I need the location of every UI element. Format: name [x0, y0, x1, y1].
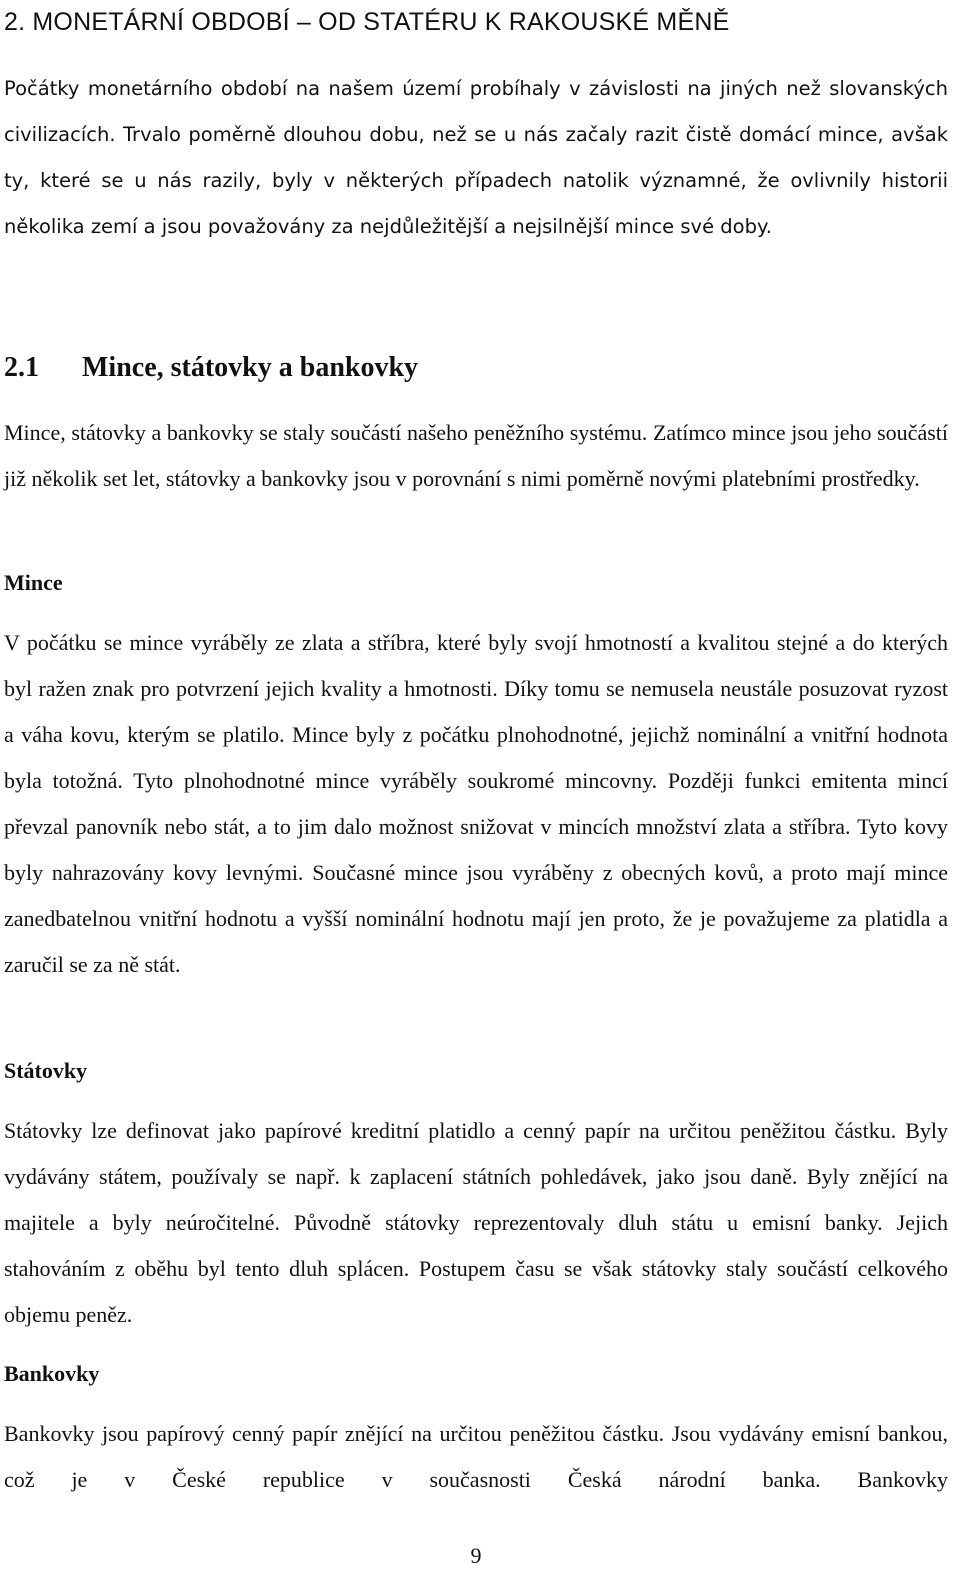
- paragraph-mince: V počátku se mince vyráběly ze zlata a stříbra, které byly svojí hmotností a kvalitou stejné a do kterých byl ražen znak pro potvrzení jejich kvality a hmotnosti. Díky tomu se nemusela neustále posuzovat ryzost a váha kovu, kterým se platilo. Mince byly z počátku plnohodnotné, jejichž nominální a vnitřní hodnota byla totožná. Tyto plnohodnotné mince vyráběly soukromé mincovny. Později funkci emitenta mincí převzal panovník nebo stát, a to jim dalo možnost snižovat v mincích množství zlata a stříbra. Tyto kovy byly nahrazovány kovy levnými. Současné mince jsou vyráběny z obecných kovů, a proto mají mince zanedbatelnou vnitřní hodnotu a vyšší nominální hodnotu mají jen proto, že je považujeme za platidla a zaručil se za ně stát.: [4, 630, 948, 977]
- chapter-intro-paragraph: Počátky monetárního období na našem území probíhaly v závislosti na jiných než slovanských civilizacích. Trvalo poměrně dlouhou dobu, než se u nás začaly razit čistě domácí mince, avšak ty, které se u nás razily, byly v některých případech natolik významné, že ovlivnily historii několika zemí a jsou považovány za nejdůležitější a nejsilnější mince své doby.: [4, 77, 948, 238]
- paragraph-bankovky: Bankovky jsou papírový cenný papír znějící na určitou peněžitou částku. Jsou vydávány emisní bankou, což je v České republice v současnosti Česká národní banka. Bankovky: [4, 1421, 948, 1492]
- paragraph-statovky: Státovky lze definovat jako papírové kreditní platidlo a cenný papír na určitou peněžitou částku. Byly vydávány státem, používaly se např. k zaplacení státních pohledávek, jako jsou daně. Byly znějící na majitele a byly neúročitelné. Původně státovky reprezentovaly dluh státu u emisní banky. Jejich stahováním z oběhu byl tento dluh splácen. Postupem času se však státovky staly součástí celkového objemu peněz.: [4, 1118, 948, 1327]
- section-number: 2.1: [4, 352, 39, 383]
- subheading-statovky: Státovky: [4, 1058, 88, 1083]
- page-number: 9: [470, 1543, 482, 1568]
- subheading-mince: Mince: [4, 570, 63, 595]
- section-heading: [4, 348, 804, 388]
- chapter-title: 2. MONETÁRNÍ OBDOBÍ – OD STATÉRU K RAKOUSKÉ MĚNĚ: [4, 8, 730, 36]
- section-title: Mince, státovky a bankovky: [82, 352, 419, 383]
- section-intro-paragraph: Mince, státovky a bankovky se staly součástí našeho peněžního systému. Zatímco mince jsou jeho součástí již několik set let, státovky a bankovky jsou v porovnání s nimi poměrně novými platebními prostředky.: [4, 420, 948, 491]
- subheading-bankovky: Bankovky: [4, 1361, 100, 1386]
